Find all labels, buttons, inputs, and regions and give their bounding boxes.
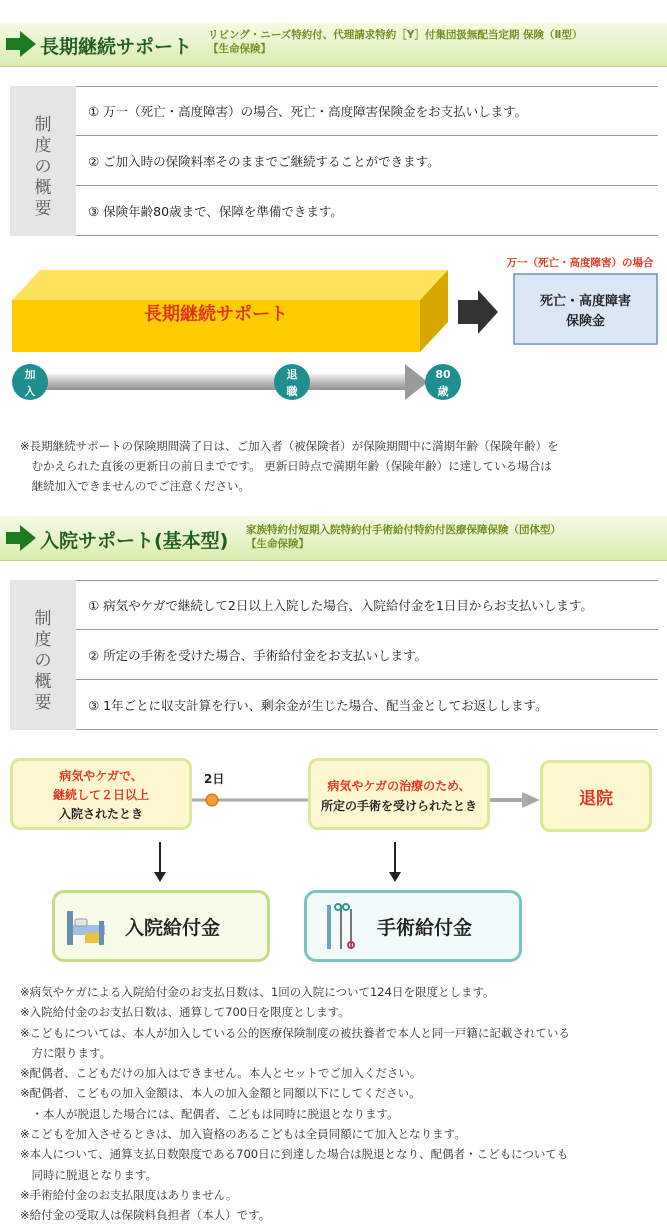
- result-caption: 万一（死亡・高度障害）の場合: [506, 257, 654, 269]
- hospitalized-bubble: 病気やケガで、 継続して２日以上 入院されたとき: [10, 758, 192, 830]
- surgical-tools-icon: [321, 901, 361, 953]
- long-term-support-diagram: [0, 262, 667, 422]
- section1-title: 長期継続サポート: [40, 36, 193, 58]
- surgery-benefit-box: [304, 890, 522, 962]
- overview-item: ② 所定の手術を受けた場合、手術給付金をお支払いします。: [76, 630, 658, 680]
- section2-notes: ※病気やケガによる入院給付金のお支払日数は、1回の入院について124日を限度とします。 ※入院給付金のお支払日数は、通算して700日を限度とします。 ※こどもについては、本人が加入している公的医療保険制度の被扶養者で本人と同一戸籍に記載されている 方に限ります。 ※配偶者、こどもだけの加入はできません。本人とセットでご加入ください。 ※配偶者、こどもの加入金額は、本人の加入金額と同額以下にしてください。 ・本人が脱退した場合には、配偶者、こどもは同時に脱退となります。 ※こどもを加入させるときは、加入資格のあるこどもは全員同額にて加入となります。 ※本人について、通算支払日数限度である700日に到達した場合は脱退となり、配偶者・こどもについても 同時に脱退となります。 ※手術給付金のお支払限度はありません。 ※給付金の受取人は保険料負担者（本人）です。: [20, 985, 570, 1223]
- section2-overview: [10, 580, 658, 730]
- overview-item: ① 万一（死亡・高度障害）の場合、死亡・高度障害保険金をお支払いします。: [76, 86, 658, 136]
- section2-title: 入院サポート(基本型): [40, 530, 229, 552]
- overview-item: ① 病気やケガで継続して2日以上入院した場合、入院給付金を1日目からお支払いします。: [76, 580, 658, 630]
- hospital-benefit-label: 入院給付金: [125, 917, 221, 939]
- overview-item: ② ご加入時の保険料率そのままでご継続することができます。: [76, 136, 658, 186]
- arrow-right-icon: [6, 31, 36, 57]
- surgery-benefit-label: 手術給付金: [377, 917, 473, 939]
- day-label: 2日: [204, 772, 225, 786]
- section1-subtitle: リビング・ニーズ特約付、代理請求特約［Y］付集団扱無配当定期 保険（Ⅱ型） 【生命保険】: [208, 29, 583, 55]
- overview-label: 制 度 の 概 要: [10, 86, 76, 236]
- section2-header: [0, 516, 667, 561]
- block-label: 長期継続サポート: [144, 304, 288, 325]
- overview-item: ③ 1年ごとに収支計算を行い、剰余金が生じた場合、配当金としてお返しします。: [76, 680, 658, 730]
- section1-notes: ※長期継続サポートの保険期間満了日は、ご加入者（被保険者）が保険期間中に満期年齢（保険年齢）を むかえられた直後の更新日の前日までです。 更新日時点で満期年齢（保険年齢）に達している場合は 継続加入できませんのでご注意ください。: [20, 439, 559, 493]
- overview-label: 制 度 の 概 要: [10, 580, 76, 730]
- section1-header: [0, 22, 667, 67]
- result-box: 死亡・高度障害 保険金: [539, 294, 631, 329]
- section2-subtitle: 家族特約付短期入院特約付手術給付特約付医療保障保険（団体型） 【生命保険】: [246, 524, 561, 550]
- arrow-right-icon: [6, 525, 36, 551]
- join-marker: 加 入: [24, 368, 36, 398]
- discharge-bubble: 退院: [540, 760, 652, 832]
- hospital-benefit-box: [52, 890, 270, 962]
- retire-marker: 退 職: [286, 368, 298, 398]
- section1-overview: [10, 86, 658, 236]
- hospital-bed-icon: [63, 903, 109, 949]
- overview-item: ③ 保険年齢80歳まで、保障を準備できます。: [76, 186, 658, 236]
- age-80-marker: 80 歳: [435, 368, 451, 398]
- surgery-bubble: 病気やケガの治療のため、 所定の手術を受けられたとき: [308, 758, 490, 830]
